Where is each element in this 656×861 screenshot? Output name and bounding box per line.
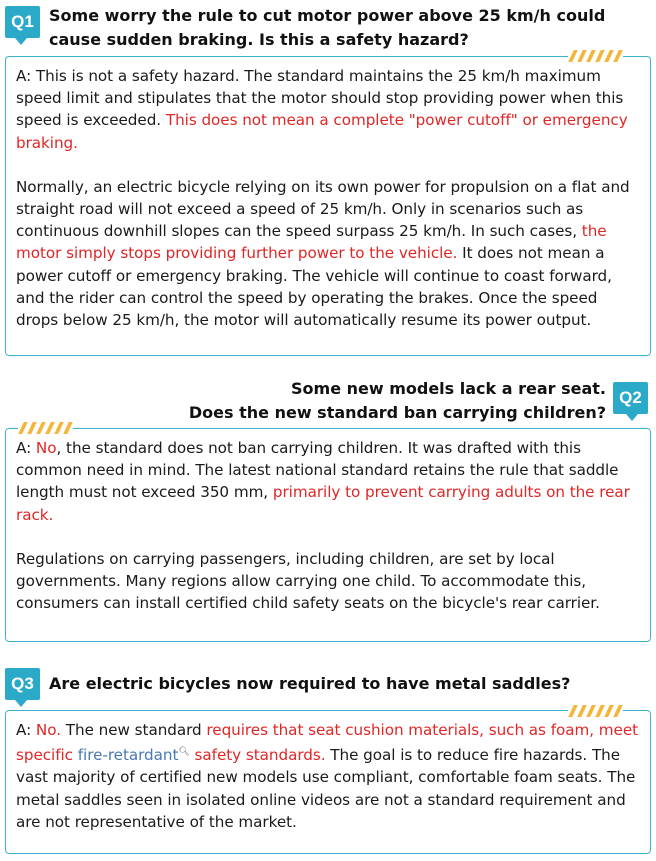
q1-question: Some worry the rule to cut motor power above 25 km/h could cause sudden braking. Is this a safety hazard? <box>49 6 606 49</box>
q2-tag-label: Q2 <box>619 388 642 407</box>
fire-retardant-link[interactable]: fire-retardant <box>77 746 179 765</box>
q1-tag <box>5 6 40 38</box>
q2-question <box>46 377 606 425</box>
q1-tag-label: Q1 <box>11 12 34 31</box>
q1-highlight-2: the motor simply stops providing further power to the vehicle. <box>16 222 607 263</box>
q3-highlight-3: safety standards. <box>189 746 326 765</box>
q3-answer-box <box>5 710 651 854</box>
q2-highlight-1: No <box>35 439 57 457</box>
q3-highlight-1: No. <box>35 721 61 739</box>
q3-stripe-decoration <box>568 705 623 716</box>
q2-stripe-decoration <box>18 422 73 433</box>
q3-answer-paragraph-1: A: No. The new standard requires that seat cushion materials, such as foam, meet specific fire-retardant🔍︎ safety standards. The goal is to reduce fire hazards. The vast majority of certified new models use compliant, comfortable foam seats. The metal saddles seen in isolated online videos are not a standard requirement and are not representative of the market. <box>16 721 639 831</box>
search-icon[interactable]: 🔍︎ <box>178 747 190 758</box>
q2-answer-box <box>5 428 651 642</box>
q2-answer-paragraph-1: A: No, the standard does not ban carrying children. It was drafted with this common need in mind. The latest national standard retains the rule that saddle length must not exceed 350 mm, primarily to prevent carrying adults on the rear rack. <box>16 439 630 524</box>
q1-answer-paragraph-1: A: This is not a safety hazard. The standard maintains the 25 km/h maximum speed limit and stipulates that the motor should stop providing power when this speed is exceeded. This does not mean a complete "power cutoff" or emergency braking. <box>16 67 628 152</box>
q3-tag <box>5 668 40 700</box>
q1-stripe-decoration <box>568 50 623 61</box>
q2-highlight-2: primarily to prevent carrying adults on the rear rack. <box>16 483 630 524</box>
q3-question: Are electric bicycles now required to have metal saddles? <box>49 674 571 693</box>
q1-answer-box <box>5 56 651 356</box>
q1-answer-paragraph-2: Normally, an electric bicycle relying on its own power for propulsion on a flat and straight road will not exceed a speed of 25 km/h. Only in scenarios such as continuous downhill slopes can the speed surpass 25 km/h. In such cases, the motor simply stops providing further power to the vehicle. It does not mean a power cutoff or emergency braking. The vehicle will continue to coast forward, and the rider can control the speed by operating the brakes. Once the speed drops below 25 km/h, the motor will automatically resume its power output. <box>16 177 630 330</box>
q1-highlight-1: This does not mean a complete "power cutoff" or emergency braking. <box>16 111 628 152</box>
q3-highlight-2: requires that seat cushion materials, such as foam, meet specific <box>16 721 639 765</box>
q2-answer-paragraph-2: Regulations on carrying passengers, including children, are set by local governments. Many regions allow carrying one child. To accommodate this, consumers can install certified child safety seats on the bicycle's rear carrier. <box>16 549 600 613</box>
q3-tag-label: Q3 <box>11 674 34 693</box>
q2-tag <box>613 382 648 414</box>
q2-question-line-1: Some new models lack a rear seat. <box>291 379 606 398</box>
q2-question-line-2: Does the new standard ban carrying children? <box>188 403 606 422</box>
